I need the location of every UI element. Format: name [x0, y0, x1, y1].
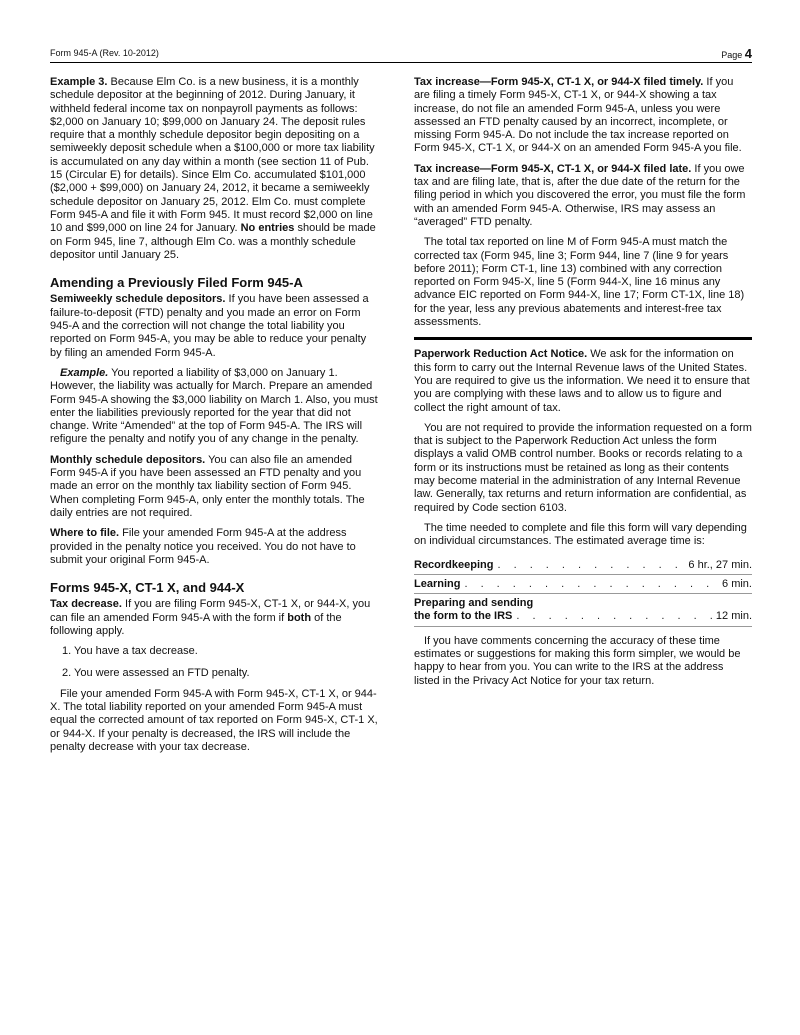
lead: Tax decrease.	[50, 598, 122, 611]
lead: Paperwork Reduction Act Notice.	[414, 348, 588, 361]
leader-dots	[493, 559, 688, 572]
lead: Tax increase—Form 945-X, CT-1 X, or 944-X filed timely.	[414, 76, 704, 88]
text: of the following apply.	[50, 611, 342, 637]
row-label: Learning	[414, 577, 461, 590]
section-divider	[414, 337, 752, 340]
leader-dots	[460, 578, 722, 591]
list-item: 1. You have a tax decrease.	[62, 645, 198, 658]
example-paragraph	[50, 367, 378, 447]
text: If you are filing a timely Form 945-X, CT-1 X, or 944-X showing a tax increase, do not file an amended Form 945-A, unless you were assessed an FTD penalty caused by an incorrect, incomplete, or missing Form 945-A. Do not include the tax increase reported on Form 945-X, CT-1 X, or 944-X on an amended Form 945-A you file.	[414, 76, 742, 155]
monthly-paragraph	[50, 454, 378, 520]
time-row-learning	[414, 575, 752, 594]
where-to-file-paragraph	[50, 527, 378, 567]
lead: Monthly schedule depositors.	[50, 453, 206, 466]
time-needed-paragraph: The time needed to complete and file this form will vary depending on individual circumstances. The estimated average time is:	[414, 521, 747, 548]
paperwork-paragraph	[414, 348, 752, 414]
page-number-value: 4	[744, 46, 752, 61]
file-amended-paragraph: File your amended Form 945-A with Form 945-X, CT-1 X, or 944-X. The total liability reported on your amended Form 945-A must equal the corrected amount of tax reported on Form 945-X, CT-1 X, or 944-X. If your penalty is decreased, the IRS will include the penalty decrease with your tax decrease.	[50, 687, 378, 754]
lead: Where to file.	[50, 527, 120, 540]
time-row-preparing	[414, 594, 752, 627]
page-label: Page	[721, 50, 743, 60]
text: should be made on Form 945, line 7, although Elm Co. was a monthly schedule depositor until January 25.	[50, 222, 376, 261]
tax-increase-timely	[414, 76, 752, 156]
text: You reported a liability of $3,000 on January 1. However, the liability was actually for March. Prepare an amended Form 945-A showing the $3,000 liability on March 1. Also, you must enter the liabilities previously reported for the year that did not change. Write “Amended” at the top of Form 945-A. The IRS will refigure the penalty and notify you of any change in the penalty.	[50, 366, 378, 446]
page-header	[50, 46, 752, 63]
list-item: 2. You were assessed an FTD penalty.	[62, 666, 250, 679]
text: You can also file an amended Form 945-A if you have been assessed an FTD penalty and you made an error on the monthly tax liability section of Form 945. When completing Form 945-A, only enter the monthly totals. The daily entries are not required.	[50, 453, 365, 519]
left-column	[50, 76, 378, 761]
leader-dots	[512, 610, 716, 623]
emphasis: No entries	[240, 222, 295, 235]
total-tax-paragraph: The total tax reported on line M of Form 945-A must match the corrected tax (Form 945, line 3; Form 944, line 7 (line 9 for years before 2011); Form CT-1, line 13) combined with any correction reported on Form 945-X, line 5 (Form 944-X, line 16 minus any advance EIC reported on Form 944-X, line 17; Form CT-1X, line 18) for the year, less any previous abatements and interest-free tax assessments.	[414, 236, 745, 329]
row-value: 12 min.	[715, 610, 752, 623]
lead: Tax increase—Form 945-X, CT-1 X, or 944-X filed late.	[414, 162, 692, 175]
row-value: 6 hr., 27 min.	[688, 558, 752, 571]
text: If you are filing Form 945-X, CT-1 X, or 944-X, you can file an amended Form 945-A with the form if	[50, 598, 371, 624]
tax-decrease-paragraph	[50, 598, 378, 638]
row-label-line1: Preparing and sending	[414, 597, 534, 610]
text: If you owe tax and are filing late, that is, after the due date of the return for the filing period in which you discovered the error, you must file the form with an amended Form 945-A. Otherwise, IRS may assess an “averaged” FTD penalty.	[414, 162, 746, 228]
row-label: Recordkeeping	[414, 558, 494, 571]
row-label: the form to the IRS	[414, 610, 513, 623]
right-column	[414, 76, 752, 695]
semiweekly-paragraph	[50, 293, 378, 359]
time-row-recordkeeping	[414, 556, 752, 575]
emphasis: both	[287, 611, 312, 624]
time-table	[414, 556, 752, 627]
lead: Semiweekly schedule depositors.	[50, 293, 226, 306]
comments-paragraph: If you have comments concerning the accuracy of these time estimates or suggestions for making this form simpler, we would be happy to hear from you. You can write to the IRS at the address listed in the Privacy Act Notice for your tax return.	[414, 634, 741, 687]
text: We ask for the information on this form to carry out the Internal Revenue laws of the United States. You are required to give us the information. We need it to ensure that you are complying with these laws and to allow us to figure and collect the right amount of tax.	[414, 348, 750, 414]
example-3	[50, 76, 378, 262]
page-number	[721, 46, 752, 61]
form-revision: Form 945-A (Rev. 10-2012)	[50, 48, 159, 58]
row-value: 6 min.	[722, 577, 752, 590]
tax-increase-late	[414, 163, 752, 229]
text: File your amended Form 945-A at the address provided in the penalty notice you received. You do not have to submit your original Form 945-A.	[50, 527, 356, 566]
not-required-paragraph: You are not required to provide the information requested on a form that is subject to the Paperwork Reduction Act unless the form displays a valid OMB control number. Books or records relating to a form or its instructions must be retained as long as their contents may become material in the administration of any Internal Revenue law. Generally, tax returns and return information are confidential, as required by Code section 6103.	[414, 421, 752, 514]
text: If you have been assessed a failure-to-deposit (FTD) penalty and you made an error on Form 945-A and the correction will not change the total liability you reported on Form 945-A, you may be able to reduce your penalty by filing an amended Form 945-A.	[50, 293, 369, 359]
heading-amending: Amending a Previously Filed Form 945-A	[50, 275, 303, 291]
text: Because Elm Co. is a new business, it is a monthly schedule depositor at the beginning of 2012. During January, it withheld federal income tax on nonpayroll payments as follows: $2,000 on January 10; $99,000 on January 24. The deposit rules require that a monthly schedule depositor begin depositing on a semiweekly deposit schedule when a $100,000 or more tax liability is accumulated on any day within a month (see section 11 of Pub. 15 (Circular E) for details). Since Elm Co. accumulated $101,000 ($2,000 + $99,000) on January 24, 2012, it became a semiweekly schedule depositor on January 25, 2012. Elm Co. must complete Form 945-A and file it with Form 945. It must record $2,000 on line 10 and $99,000 on line 24 for January.	[50, 76, 375, 235]
lead: Example 3.	[50, 76, 108, 88]
lead: Example.	[60, 366, 109, 379]
heading-forms: Forms 945-X, CT-1 X, and 944-X	[50, 580, 245, 596]
